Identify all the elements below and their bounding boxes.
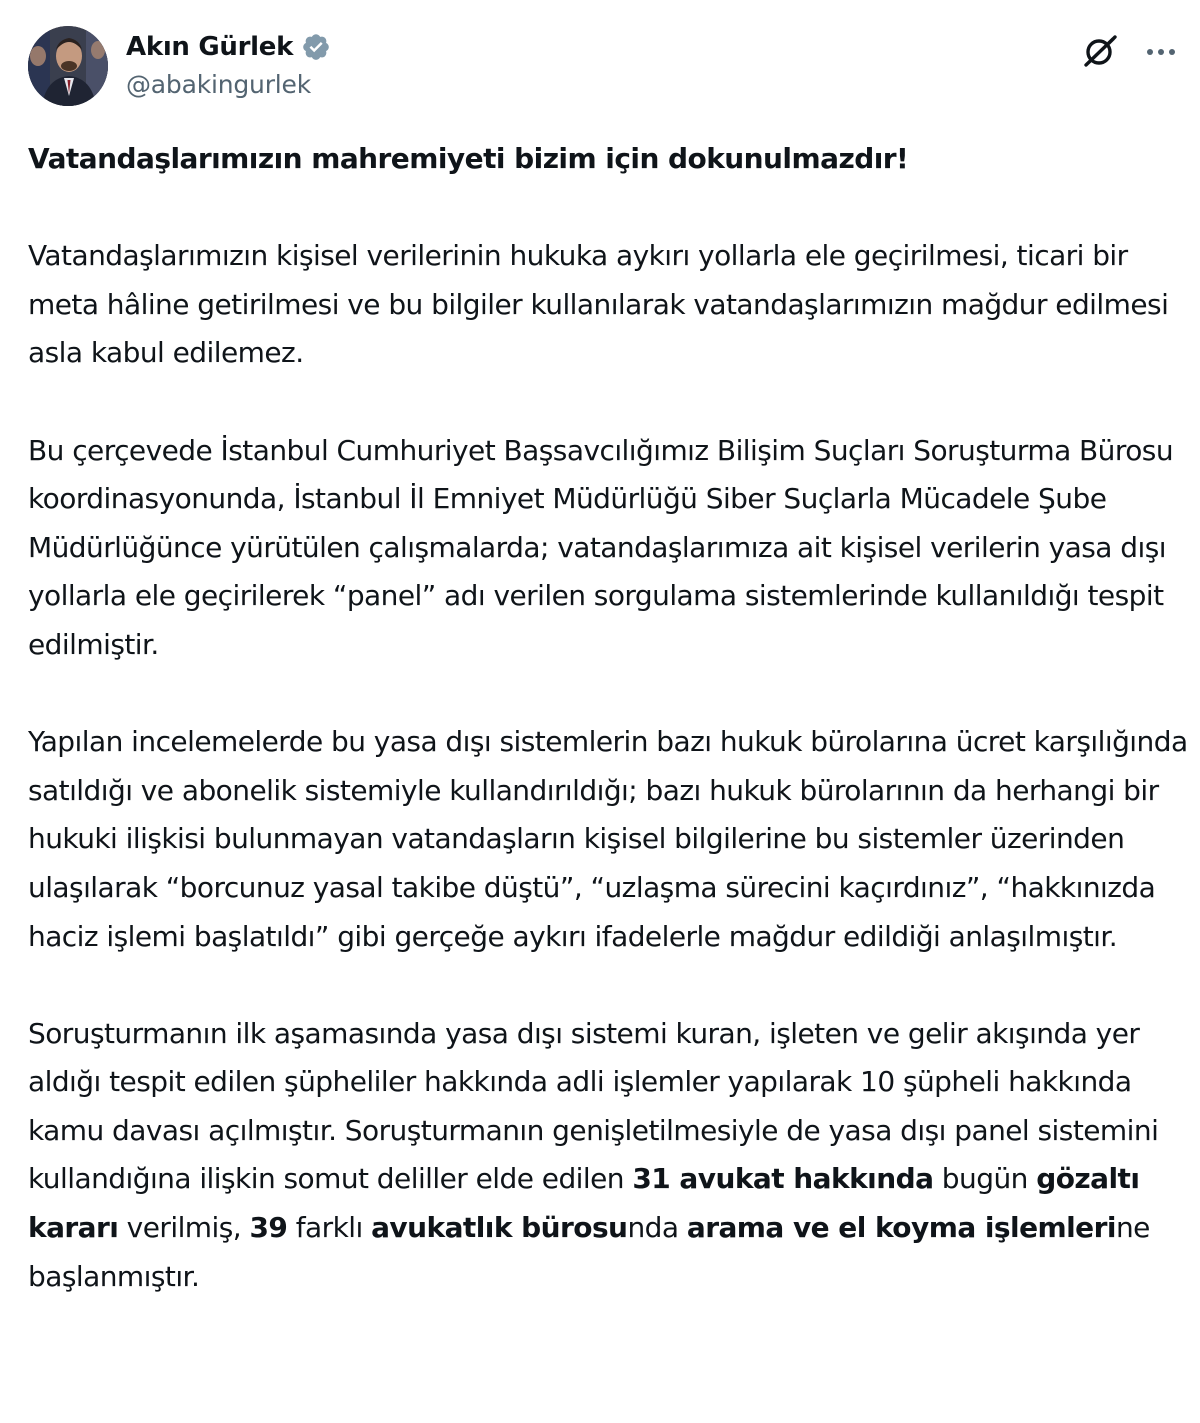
paragraph-4-text-3: verilmiş, xyxy=(118,1211,250,1245)
paragraph-4-text-5: nda xyxy=(627,1211,687,1245)
paragraph-4-text-1: Soruşturmanın ilk aşamasında yasa dışı sistemi kuran, işleten ve gelir akışında yer aldığı tespit edilen şüpheliler hakkında adli işlemler yapılarak 10 şüpheli hakkında kamu davası açılmıştır. Soruşturmanın genişletilmesiyle de yasa dışı panel sistemini kullandığına ilişkin somut deliller elde edilen xyxy=(28,1016,1159,1196)
post-paragraph-2: Bu çerçevede İstanbul Cumhuriyet Başsavcılığımız Bilişim Suçları Soruşturma Bürosu koordinasyonunda, İstanbul İl Emniyet Müdürlüğü Siber Suçlarla Mücadele Şube Müdürlüğünce yürütülen çalışmalarda; vatandaşlarımıza ait kişisel verilerin yasa dışı yollarla ele geçirilerek “panel” adı verilen sorgulama sistemlerinde kullanıldığı tespit edilmiştir. xyxy=(28,433,1174,661)
more-options-icon[interactable] xyxy=(1144,35,1178,69)
highlight-search-seizure: arama ve el koyma işlemleri xyxy=(686,1211,1116,1245)
paragraph-4-text-6: ne başlanmıştır. xyxy=(28,1211,1150,1293)
post-headline: Vatandaşlarımızın mahremiyeti bizim için dokunulmazdır! xyxy=(28,142,909,175)
post-paragraph-1: Vatandaşlarımızın kişisel verilerinin hukuka aykırı yollarla ele geçirilmesi, ticari bir meta hâline getirilmesi ve bu bilgiler kullanılarak vatandaşlarımızın mağdur edilmesi asla kabul edilemez. xyxy=(28,239,1169,370)
name-row xyxy=(126,30,331,64)
verified-badge-icon[interactable] xyxy=(301,32,331,62)
highlight-39: 39 xyxy=(249,1211,288,1245)
post-paragraph-3: Yapılan incelemelerde bu yasa dışı sistemlerin bazı hukuk bürolarına ücret karşılığında satıldığı ve abonelik sistemiyle kullandırıldığı; bazı hukuk bürolarının da herhangi bir hukuki ilişkisi bulunmayan vatandaşların kişisel bilgilerine bu sistemler üzerinden ulaşılarak “borcunuz yasal takibe düştü”, “uzlaşma sürecini kaçırdınız”, “hakkınızda haciz işlemi başlatıldı” gibi gerçeğe aykırı ifadelerle mağdur edildiği anlaşılmıştır. xyxy=(28,725,1188,953)
post-text xyxy=(28,135,1188,1301)
grok-icon[interactable] xyxy=(1082,34,1118,70)
highlight-law-office: avukatlık bürosu xyxy=(371,1211,628,1245)
display-name[interactable]: Akın Gürlek xyxy=(126,32,294,62)
paragraph-4-text-2: bugün xyxy=(933,1162,1037,1196)
paragraph-4-text-4: farklı xyxy=(287,1211,372,1245)
post-actions xyxy=(1082,34,1178,70)
avatar[interactable] xyxy=(28,26,108,106)
avatar-image xyxy=(28,26,108,106)
author-info xyxy=(126,30,331,99)
post-header xyxy=(28,26,1178,110)
handle[interactable]: @abakingurlek xyxy=(126,70,311,99)
highlight-detention-order: gözaltı kararı xyxy=(28,1162,1140,1245)
highlight-31-lawyers: 31 avukat hakkında xyxy=(632,1162,934,1196)
post-paragraph-4 xyxy=(28,1010,1188,1302)
